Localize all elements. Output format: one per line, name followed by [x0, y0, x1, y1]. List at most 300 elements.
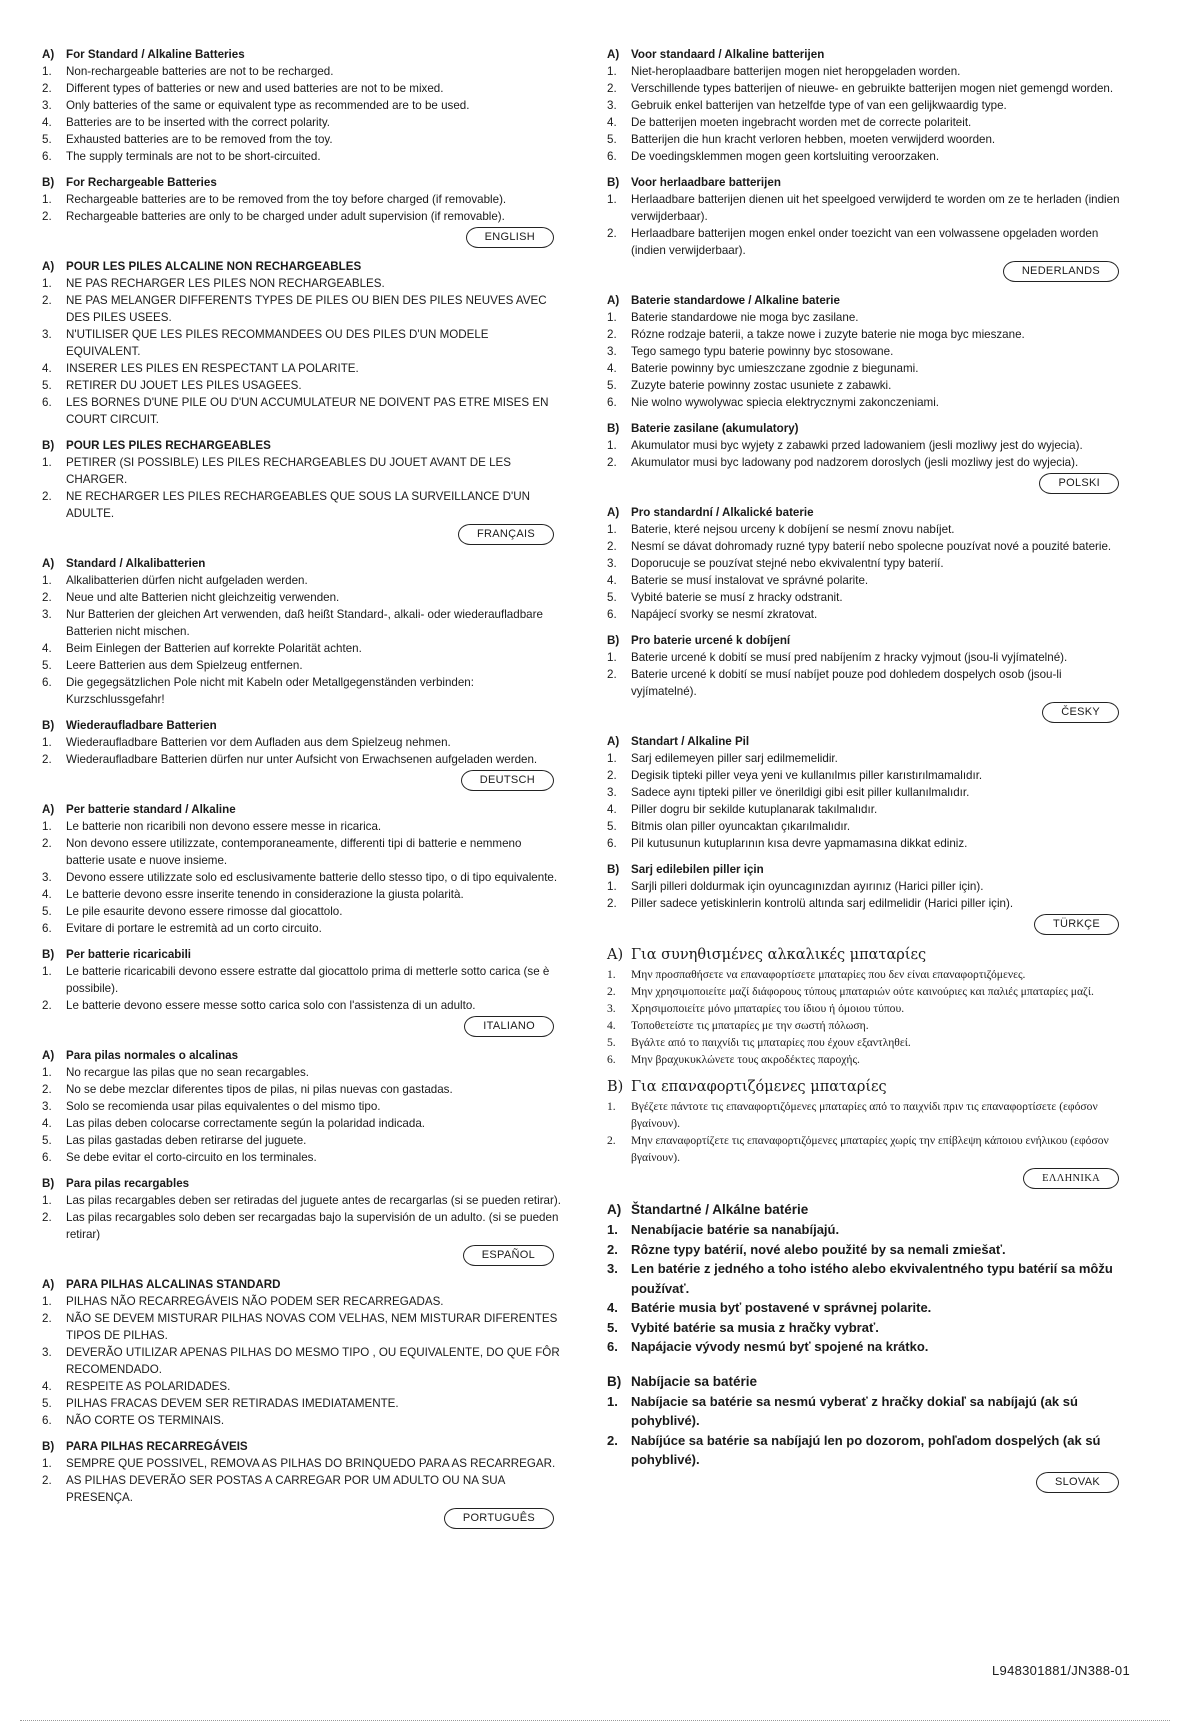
- list-text: Nabíjacie sa batérie sa nesmú vyberať z hračky dokiaľ sa nabíjajú (ak sú pohyblivé).: [631, 1393, 1078, 1428]
- list-number: 5.: [42, 905, 52, 918]
- section-heading: [42, 1276, 562, 1293]
- list-number: 1.: [607, 1393, 618, 1409]
- list-text: PILHAS FRACAS DEVEM SER RETIRADAS IMEDIATAMENTE.: [66, 1397, 399, 1410]
- list-number: 5.: [42, 133, 52, 146]
- list-number: 6.: [42, 922, 52, 935]
- list-number: 1.: [42, 1295, 52, 1308]
- list-item: [607, 97, 1127, 114]
- list-text: Wiederaufladbare Batterien vor dem Aufladen aus dem Spielzeug nehmen.: [66, 736, 451, 749]
- list-number: 2.: [42, 210, 52, 223]
- lang-block-ellinika: [607, 945, 1127, 1189]
- list-item: [607, 895, 1127, 912]
- lang-block-espanol: [42, 1047, 562, 1266]
- list-item: [42, 1149, 562, 1166]
- language-badge: POLSKI: [1039, 473, 1119, 494]
- list-number: 5.: [607, 379, 617, 392]
- list-item: [42, 1310, 562, 1344]
- list-text: Le batterie ricaricabili devono essere estratte dal giocattolo prima di metterle sotto carica (se è possibile).: [66, 965, 550, 995]
- section-heading: [607, 504, 1127, 521]
- section-mark: B): [42, 439, 55, 452]
- list-text: Leere Batterien aus dem Spielzeug entfernen.: [66, 659, 303, 672]
- section-heading: [42, 1438, 562, 1455]
- list-number: 3.: [42, 1100, 52, 1113]
- section-heading: [607, 733, 1127, 750]
- list-number: 4.: [607, 362, 617, 375]
- section-heading: [607, 420, 1127, 437]
- list-text: Evitare di portare le estremità ad un corto circuito.: [66, 922, 322, 935]
- list-number: 5.: [607, 1319, 618, 1335]
- list-number: 1.: [42, 1066, 52, 1079]
- list-number: 6.: [42, 150, 52, 163]
- list-text: NE PAS MELANGER DIFFERENTS TYPES DE PILES OU BIEN DES PILES NEUVES AVEC DES PILES USEES.: [66, 294, 547, 324]
- list-text: No recargue las pilas que no sean recargables.: [66, 1066, 309, 1079]
- list-item: [607, 1051, 1127, 1068]
- section-title: Pro standardní / Alkalické baterie: [631, 506, 814, 519]
- list-number: 3.: [42, 99, 52, 112]
- section-title: Nabíjacie sa batérie: [631, 1373, 758, 1389]
- list-text: Las pilas recargables deben ser retiradas del juguete antes de recargarlas (si se pueden retirar).: [66, 1194, 561, 1207]
- list-item: [607, 63, 1127, 80]
- list-text: Len batérie z jedného a toho istého alebo ekvivalentného typu batérií sa môžu používať.: [631, 1261, 1113, 1296]
- list-number: 1.: [42, 193, 52, 206]
- list-text: Μην βραχυκυκλώνετε τους ακροδέκτες παροχής.: [631, 1053, 860, 1066]
- section-title: Para pilas recargables: [66, 1177, 190, 1190]
- list-item: [607, 114, 1127, 131]
- section-mark: B): [607, 634, 620, 647]
- language-badge: ESPAÑOL: [463, 1245, 554, 1266]
- list-number: 1.: [42, 277, 52, 290]
- section-mark: A): [607, 947, 624, 963]
- list-number: 1.: [607, 311, 617, 324]
- list-item: [42, 657, 562, 674]
- section-title: Για συνηθισμένες αλκαλικές μπαταρίες: [631, 947, 927, 963]
- language-badge: SLOVAK: [1036, 1472, 1119, 1493]
- section-heading: [42, 1047, 562, 1064]
- lang-block-italiano: [42, 801, 562, 1037]
- list-item: [607, 538, 1127, 555]
- list-text: NE RECHARGER LES PILES RECHARGEABLES QUE SOUS LA SURVEILLANCE D'UN ADULTE.: [66, 490, 530, 520]
- list-item: [607, 1259, 1127, 1298]
- list-text: Tego samego typu baterie powinny byc stosowane.: [631, 345, 894, 358]
- section-mark: B): [607, 1373, 622, 1389]
- list-number: 4.: [607, 574, 617, 587]
- list-number: 2.: [42, 1474, 52, 1487]
- list-number: 6.: [607, 150, 617, 163]
- list-number: 1.: [42, 456, 52, 469]
- list-number: 3.: [42, 1346, 52, 1359]
- list-text: The supply terminals are not to be short-circuited.: [66, 150, 321, 163]
- list-text: LES BORNES D'UNE PILE OU D'UN ACCUMULATEUR NE DOIVENT PAS ETRE MISES EN COURT CIRCUIT.: [66, 396, 549, 426]
- list-item: [607, 1098, 1127, 1132]
- list-text: Rechargeable batteries are only to be charged under adult supervision (if removable).: [66, 210, 505, 223]
- list-item: [42, 734, 562, 751]
- list-text: Baterie urcené k dobití se musí nabíjet pouze pod dohledem dospelych osob (jsou-li vyjímatelné).: [631, 668, 1062, 698]
- list-text: NÃO SE DEVEM MISTURAR PILHAS NOVAS COM VELHAS, NEM MISTURAR DIFERENTES TIPOS DE PILHAS.: [66, 1312, 558, 1342]
- list-item: [42, 674, 562, 708]
- list-item: [607, 606, 1127, 623]
- section-heading: [607, 861, 1127, 878]
- list-number: 3.: [607, 786, 617, 799]
- list-item: [42, 360, 562, 377]
- list-number: 3.: [607, 1261, 618, 1276]
- list-item: [42, 292, 562, 326]
- list-item: [607, 80, 1127, 97]
- list-item: [42, 1064, 562, 1081]
- list-number: 1.: [42, 965, 52, 978]
- list-text: N'UTILISER QUE LES PILES RECOMMANDEES OU DES PILES D'UN MODELE EQUIVALENT.: [66, 328, 489, 358]
- language-badge-row: [42, 1016, 562, 1037]
- section-mark: B): [42, 1440, 55, 1453]
- list-number: 6.: [607, 608, 617, 621]
- section-heading: [607, 1371, 1127, 1392]
- list-item: [42, 920, 562, 937]
- list-number: 2.: [42, 490, 52, 503]
- section-mark: B): [42, 948, 55, 961]
- list-item: [607, 983, 1127, 1000]
- list-text: Baterie, které nejsou urceny k dobíjení se nesmí znovu nabíjet.: [631, 523, 955, 536]
- list-text: Τοποθετείστε τις μπαταρίες με την σωστή πόλωση.: [631, 1019, 869, 1032]
- section-title: Pro baterie urcené k dobíjení: [631, 634, 791, 647]
- list-number: 2.: [607, 769, 617, 782]
- lang-block-cesky: [607, 504, 1127, 723]
- list-text: Nesmí se dávat dohromady ruzné typy baterií nebo spolecne pouzívat nové a pouzité baterie.: [631, 540, 1112, 553]
- section-mark: B): [42, 1177, 55, 1190]
- language-badge-row: [607, 261, 1127, 282]
- list-text: Zuzyte baterie powinny zostac usuniete z zabawki.: [631, 379, 892, 392]
- list-item: [42, 640, 562, 657]
- list-item: [42, 1081, 562, 1098]
- section-heading: [42, 717, 562, 734]
- list-text: INSERER LES PILES EN RESPECTANT LA POLARITE.: [66, 362, 359, 375]
- list-item: [607, 1132, 1127, 1166]
- list-item: [42, 1455, 562, 1472]
- list-number: 6.: [42, 1151, 52, 1164]
- section-mark: A): [42, 1049, 55, 1062]
- section-mark: A): [607, 506, 620, 519]
- list-item: [607, 326, 1127, 343]
- list-text: Baterie powinny byc umieszczane zgodnie z biegunami.: [631, 362, 919, 375]
- list-number: 1.: [607, 65, 617, 78]
- list-text: Le batterie non ricaribili non devono essere messe in ricarica.: [66, 820, 382, 833]
- list-text: Non devono essere utilizzate, contemporaneamente, differenti tipi di batterie e nemmeno batterie usate e nuove insieme.: [66, 837, 522, 867]
- list-item: [607, 649, 1127, 666]
- list-text: Herlaadbare batterijen dienen uit het speelgoed verwijderd te worden om ze te herladen (indien verwijderbaar).: [631, 193, 1120, 223]
- list-text: Las pilas recargables solo deben ser recargadas bajo la supervisión de un adulto. (si se pueden retirar): [66, 1211, 559, 1241]
- list-number: 4.: [42, 1117, 52, 1130]
- list-item: [42, 208, 562, 225]
- section-mark: A): [42, 260, 55, 273]
- right-column: [607, 46, 1127, 1503]
- list-text: Rózne rodzaje baterii, a takze nowe i zuzyte baterie nie moga byc mieszane.: [631, 328, 1025, 341]
- list-text: Herlaadbare batterijen mogen enkel onder toezicht van een volwassene opgeladen worden (indien verwijderbaar).: [631, 227, 1099, 257]
- section-mark: B): [42, 176, 55, 189]
- language-badge: FRANÇAIS: [458, 524, 554, 545]
- list-text: Βγέζετε πάντοτε τις επαναφορτιζόμενες μπαταρίες από το παιχνίδι πριν τις επαναφορτίσετε (εφόσον βγαίνουν).: [631, 1100, 1098, 1130]
- section-title: Sarj edilebilen piller için: [631, 863, 764, 876]
- section-mark: A): [42, 1278, 55, 1291]
- list-item: [607, 750, 1127, 767]
- list-item: [42, 1395, 562, 1412]
- list-number: 4.: [42, 642, 52, 655]
- list-item: [607, 1392, 1127, 1431]
- section-title: Baterie zasilane (akumulatory): [631, 422, 799, 435]
- list-item: [42, 1344, 562, 1378]
- list-item: [607, 1000, 1127, 1017]
- list-text: PETIRER (SI POSSIBLE) LES PILES RECHARGEABLES DU JOUET AVANT DE LES CHARGER.: [66, 456, 511, 486]
- list-number: 1.: [42, 1194, 52, 1207]
- list-number: 3.: [607, 99, 617, 112]
- list-text: Degisik tipteki piller veya yeni ve kullanılmıs piller karıstırılmamalıdır.: [631, 769, 983, 782]
- list-number: 3.: [607, 557, 617, 570]
- list-number: 2.: [607, 1134, 616, 1147]
- list-number: 2.: [607, 897, 617, 910]
- list-item: [607, 1240, 1127, 1260]
- list-item: [607, 784, 1127, 801]
- list-number: 6.: [42, 676, 52, 689]
- list-text: Napájecí svorky se nesmí zkratovat.: [631, 608, 818, 621]
- list-number: 6.: [42, 396, 52, 409]
- list-text: Χρησιμοποιείτε μόνο μπαταρίες του ίδιου ή όμοιου τύπου.: [631, 1002, 905, 1015]
- list-item: [42, 394, 562, 428]
- list-text: Wiederaufladbare Batterien dürfen nur unter Aufsicht von Erwachsenen aufgeladen werden.: [66, 753, 538, 766]
- left-column: [42, 46, 562, 1539]
- section-heading: [42, 46, 562, 63]
- section-title: Para pilas normales o alcalinas: [66, 1049, 239, 1062]
- list-item: [607, 801, 1127, 818]
- language-badge-row: [607, 702, 1127, 723]
- section-mark: A): [607, 735, 620, 748]
- list-item: [42, 589, 562, 606]
- list-number: 1.: [607, 651, 617, 664]
- section-heading: [42, 801, 562, 818]
- language-badge: TÜRKÇE: [1034, 914, 1119, 935]
- list-number: 4.: [607, 1300, 618, 1315]
- list-item: [42, 606, 562, 640]
- list-item: [42, 572, 562, 589]
- list-number: 4.: [42, 1380, 52, 1393]
- section-title: Per batterie ricaricabili: [66, 948, 192, 961]
- list-number: 5.: [42, 1134, 52, 1147]
- list-number: 6.: [607, 1339, 618, 1354]
- list-number: 2.: [607, 1432, 618, 1448]
- list-item: [607, 767, 1127, 784]
- list-item: [42, 275, 562, 292]
- language-badge-row: [42, 227, 562, 248]
- list-item: [42, 131, 562, 148]
- list-text: Piller dogru bir sekilde kutuplanarak takılmalıdır.: [631, 803, 878, 816]
- list-number: 5.: [607, 591, 617, 604]
- list-text: Akumulator musi byc ladowany pod nadzorem doroslych (jesli mozliwy jest do wyjecia).: [631, 456, 1079, 469]
- lang-block-francais: [42, 258, 562, 545]
- lang-block-polski: [607, 292, 1127, 494]
- list-text: Baterie se musí instalovat ve správné polarite.: [631, 574, 869, 587]
- list-number: 1.: [607, 1222, 618, 1237]
- list-item: [607, 572, 1127, 589]
- list-item: [42, 751, 562, 768]
- list-text: DEVERÃO UTILIZAR APENAS PILHAS DO MESMO TIPO , OU EQUIVALENTE, DO QUE FÔR RECOMENDADO.: [66, 1346, 560, 1376]
- list-number: 6.: [607, 396, 617, 409]
- list-item: [607, 966, 1127, 983]
- list-item: [42, 454, 562, 488]
- list-text: Μην χρησιμοποιείτε μαζί διάφορους τύπους μπαταριών ούτε καινούριες και παλιές μπαταρίες μαζί.: [631, 985, 1094, 998]
- list-item: [42, 1192, 562, 1209]
- list-item: [607, 1337, 1127, 1357]
- list-number: 5.: [42, 1397, 52, 1410]
- section-heading: [607, 1199, 1127, 1220]
- language-badge: ITALIANO: [464, 1016, 554, 1037]
- section-heading: [42, 946, 562, 963]
- list-item: [42, 97, 562, 114]
- list-text: RESPEITE AS POLARIDADES.: [66, 1380, 231, 1393]
- list-number: 2.: [42, 999, 52, 1012]
- section-heading: [607, 174, 1127, 191]
- list-text: Nie wolno wywolywac spiecia elektrycznymi zakonczeniami.: [631, 396, 939, 409]
- list-text: Akumulator musi byc wyjety z zabawki przed ladowaniem (jesli mozliwy jest do wyjecia).: [631, 439, 1083, 452]
- list-number: 2.: [607, 1241, 618, 1257]
- section-mark: A): [42, 557, 55, 570]
- list-text: Niet-heroplaadbare batterijen mogen niet heropgeladen worden.: [631, 65, 961, 78]
- list-text: Gebruik enkel batterijen van hetzelfde type of van een gelijkwaardig type.: [631, 99, 1007, 112]
- section-title: PARA PILHAS ALCALINAS STANDARD: [66, 1278, 281, 1291]
- list-item: [42, 63, 562, 80]
- list-number: 2.: [607, 82, 617, 95]
- list-number: 2.: [42, 591, 52, 604]
- list-number: 2.: [607, 227, 617, 240]
- list-number: 1.: [607, 968, 616, 981]
- section-title: Standard / Alkalibatterien: [66, 557, 206, 570]
- lang-block-nederlands: [607, 46, 1127, 282]
- language-badge-row: [42, 1245, 562, 1266]
- list-number: 4.: [42, 362, 52, 375]
- list-item: [42, 326, 562, 360]
- list-text: Le batterie devono essre inserite tenendo in considerazione la giusta polarità.: [66, 888, 464, 901]
- list-text: De batterijen moeten ingebracht worden met de correcte polariteit.: [631, 116, 972, 129]
- language-badge: NEDERLANDS: [1003, 261, 1119, 282]
- list-text: Μην προσπαθήσετε να επαναφορτίσετε μπαταρίες που δεν είναι επαναφορτιζόμενες.: [631, 968, 1026, 981]
- list-text: Only batteries of the same or equivalent type as recommended are to be used.: [66, 99, 470, 112]
- list-text: No se debe mezclar diferentes tipos de pilas, ni pilas nuevas con gastadas.: [66, 1083, 453, 1096]
- section-heading: [42, 437, 562, 454]
- list-text: NÃO CORTE OS TERMINAIS.: [66, 1414, 225, 1427]
- section-mark: A): [42, 803, 55, 816]
- language-badge-row: [607, 473, 1127, 494]
- list-item: [607, 1220, 1127, 1240]
- language-badge-row: [42, 1508, 562, 1529]
- list-text: Batteries are to be inserted with the correct polarity.: [66, 116, 330, 129]
- list-number: 2.: [42, 753, 52, 766]
- list-item: [607, 360, 1127, 377]
- list-text: Sarjli pilleri doldurmak için oyuncagınızdan ayırınız (Harici piller için).: [631, 880, 984, 893]
- list-number: 6.: [607, 837, 617, 850]
- list-text: Non-rechargeable batteries are not to be recharged.: [66, 65, 334, 78]
- list-item: [607, 1034, 1127, 1051]
- section-mark: A): [607, 1202, 622, 1217]
- list-item: [607, 437, 1127, 454]
- language-badge: DEUTSCH: [461, 770, 554, 791]
- section-mark: A): [42, 48, 55, 61]
- section-mark: A): [607, 48, 620, 61]
- list-item: [42, 191, 562, 208]
- list-item: [607, 835, 1127, 852]
- list-number: 5.: [607, 133, 617, 146]
- list-item: [607, 1298, 1127, 1318]
- list-number: 4.: [607, 803, 617, 816]
- list-number: 2.: [42, 837, 52, 850]
- list-number: 2.: [42, 1211, 52, 1224]
- list-number: 6.: [607, 1053, 616, 1066]
- list-text: Le pile esaurite devono essere rimosse dal giocattolo.: [66, 905, 343, 918]
- section-title: Baterie standardowe / Alkaline baterie: [631, 294, 840, 307]
- list-text: Nenabíjacie batérie sa nanabíjajú.: [631, 1222, 840, 1237]
- section-title: POUR LES PILES RECHARGEABLES: [66, 439, 271, 452]
- lang-block-deutsch: [42, 555, 562, 791]
- list-number: 1.: [42, 736, 52, 749]
- list-number: 4.: [42, 888, 52, 901]
- section-title: Wiederaufladbare Batterien: [66, 719, 217, 732]
- section-title: For Standard / Alkaline Batteries: [66, 48, 245, 61]
- list-item: [42, 1472, 562, 1506]
- list-text: AS PILHAS DEVERÃO SER POSTAS A CARREGAR POR UM ADULTO OU NA SUA PRESENÇA.: [66, 1474, 505, 1504]
- list-number: 3.: [42, 608, 52, 621]
- section-title: PARA PILHAS RECARREGÁVEIS: [66, 1440, 248, 1453]
- section-heading: [42, 555, 562, 572]
- section-heading: [607, 632, 1127, 649]
- list-text: Sadece aynı tipteki piller ve önerildigi gibi esit piller kullanılmalıdır.: [631, 786, 970, 799]
- list-text: Batérie musia byť postavené v správnej polarite.: [631, 1300, 932, 1315]
- list-item: [42, 1378, 562, 1395]
- list-text: NE PAS RECHARGER LES PILES NON RECHARGEABLES.: [66, 277, 385, 290]
- list-item: [42, 886, 562, 903]
- language-badge-row: [607, 1472, 1127, 1493]
- list-text: Different types of batteries or new and used batteries are not to be mixed.: [66, 82, 444, 95]
- section-heading: [607, 1077, 1127, 1098]
- list-text: Las pilas deben colocarse correctamente según la polaridad indicada.: [66, 1117, 425, 1130]
- lang-block-turkce: [607, 733, 1127, 935]
- list-number: 1.: [42, 574, 52, 587]
- section-heading: [42, 174, 562, 191]
- list-number: 5.: [42, 379, 52, 392]
- section-mark: B): [607, 176, 620, 189]
- section-mark: B): [607, 422, 620, 435]
- section-title: Per batterie standard / Alkaline: [66, 803, 236, 816]
- list-number: 3.: [607, 345, 617, 358]
- list-item: [607, 343, 1127, 360]
- list-text: Verschillende types batterijen of nieuwe- en gebruikte batterijen mogen niet gemengd worden.: [631, 82, 1114, 95]
- list-text: Nabíjúce sa batérie sa nabíjajú len po dozorom, pohľadom dospelých (ak sú pohyblivé).: [631, 1432, 1101, 1467]
- section-mark: B): [607, 863, 620, 876]
- list-number: 3.: [42, 328, 52, 341]
- list-text: Rôzne typy batérií, nové alebo použité by sa nemali zmiešať.: [631, 1241, 1006, 1257]
- list-item: [42, 963, 562, 997]
- section-title: Štandartné / Alkálne batérie: [631, 1202, 809, 1217]
- list-item: [607, 148, 1127, 165]
- language-badge-row: [42, 770, 562, 791]
- list-item: [607, 818, 1127, 835]
- list-text: RETIRER DU JOUET LES PILES USAGEES.: [66, 379, 302, 392]
- list-number: 4.: [607, 1019, 616, 1032]
- list-number: 1.: [607, 439, 617, 452]
- list-text: Bitmis olan piller oyuncaktan çıkarılmalıdır.: [631, 820, 851, 833]
- list-text: Baterie standardowe nie moga byc zasilane.: [631, 311, 859, 324]
- list-text: SEMPRE QUE POSSIVEL, REMOVA AS PILHAS DO BRINQUEDO PARA AS RECARREGAR.: [66, 1457, 556, 1470]
- list-number: 2.: [42, 82, 52, 95]
- list-text: Vybité baterie se musí z hracky odstranit.: [631, 591, 843, 604]
- list-item: [607, 1318, 1127, 1338]
- list-number: 1.: [607, 193, 617, 206]
- list-text: Exhausted batteries are to be removed from the toy.: [66, 133, 333, 146]
- section-title: Voor herlaadbare batterijen: [631, 176, 781, 189]
- list-item: [42, 1098, 562, 1115]
